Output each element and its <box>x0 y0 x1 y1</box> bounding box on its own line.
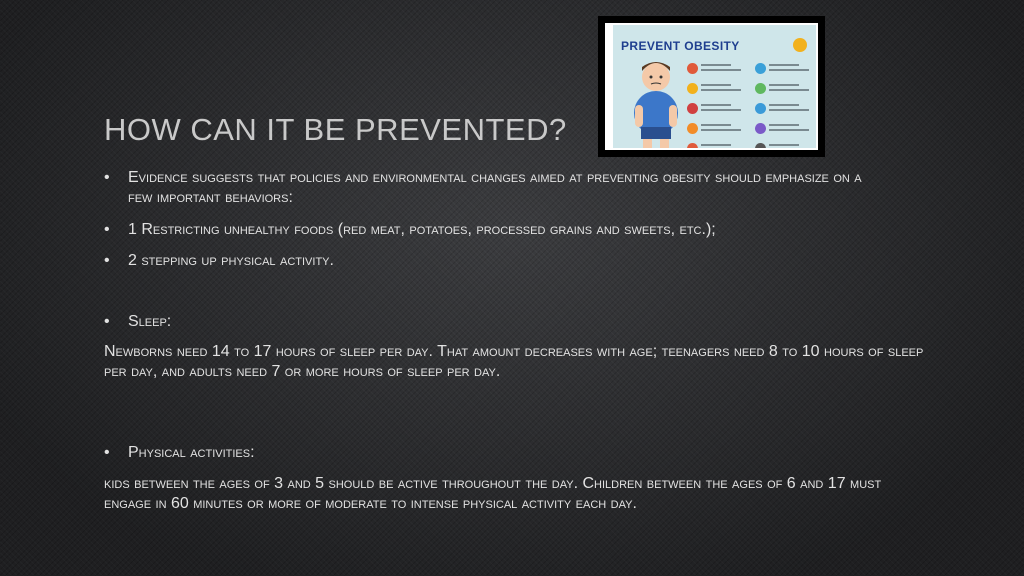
tip-icon <box>755 123 766 134</box>
poster-tip <box>687 141 747 150</box>
tip-icon <box>687 103 698 114</box>
poster-sidebar <box>607 25 613 148</box>
tip-line <box>701 129 741 131</box>
tip-line <box>769 129 809 131</box>
poster-canvas <box>605 23 818 150</box>
bullet-stepping-text: 2 stepping up physical activity. <box>128 252 334 269</box>
bullet-dot: • <box>104 221 110 238</box>
prevent-obesity-poster-image <box>598 16 825 157</box>
poster-tips-grid <box>687 61 817 150</box>
tip-line <box>769 69 809 71</box>
bullet-evidence-text: Evidence suggests that policies and environmental changes aimed at preventing obesity should emphasize on a few important behaviors: <box>128 169 862 206</box>
tip-icon <box>687 83 698 94</box>
poster-tip <box>687 101 747 117</box>
poster-tip <box>755 81 815 97</box>
tip-line <box>769 89 809 91</box>
tip-line <box>769 109 809 111</box>
bullet-restricting-text: 1 Restricting unhealthy foods (red meat, potatoes, processed grains and sweets, etc.); <box>128 221 716 238</box>
apple-logo-icon <box>793 38 807 52</box>
tip-icon <box>687 123 698 134</box>
boy-illustration-icon <box>621 57 691 150</box>
tip-icon <box>755 83 766 94</box>
tip-icon <box>755 63 766 74</box>
tip-line <box>769 144 799 146</box>
tip-icon <box>755 103 766 114</box>
poster-title: PREVENT OBESITY <box>621 39 740 53</box>
bullet-dot: • <box>104 252 110 269</box>
tip-icon <box>687 63 698 74</box>
poster-tip <box>755 141 815 150</box>
poster-tip <box>687 61 747 77</box>
tip-line <box>701 84 731 86</box>
bullet-sleep-text: Sleep: <box>128 313 172 330</box>
poster-tip <box>687 81 747 97</box>
bullet-dot: • <box>104 313 110 330</box>
slide-title: HOW CAN IT BE PREVENTED? <box>104 112 567 147</box>
poster-tip <box>755 121 815 137</box>
tip-line <box>701 124 731 126</box>
tip-line <box>769 124 799 126</box>
bullet-dot: • <box>104 169 110 186</box>
poster-tip <box>755 101 815 117</box>
tip-line <box>701 89 741 91</box>
poster-tip <box>755 61 815 77</box>
tip-line <box>701 109 741 111</box>
tip-line <box>701 104 731 106</box>
bullet-dot: • <box>104 444 110 461</box>
tip-line <box>769 64 799 66</box>
sleep-paragraph: Newborns need 14 to 17 hours of sleep per day. That amount decreases with age; teenagers need 8 to 10 hours of sleep per day, and adults need 7 or more hours of sleep per day. <box>104 343 924 380</box>
bullet-physical-text: Physical activities: <box>128 444 255 461</box>
tip-line <box>769 84 799 86</box>
tip-icon <box>687 143 698 150</box>
tip-line <box>701 69 741 71</box>
activity-paragraph: kids between the ages of 3 and 5 should be active throughout the day. Children between the ages of 6 and 17 must engage in 60 minutes or more of moderate to intense physical activity each day. <box>104 475 882 512</box>
tip-line <box>769 104 799 106</box>
tip-line <box>701 144 731 146</box>
poster-tip <box>687 121 747 137</box>
tip-icon <box>755 143 766 150</box>
tip-line <box>701 64 731 66</box>
